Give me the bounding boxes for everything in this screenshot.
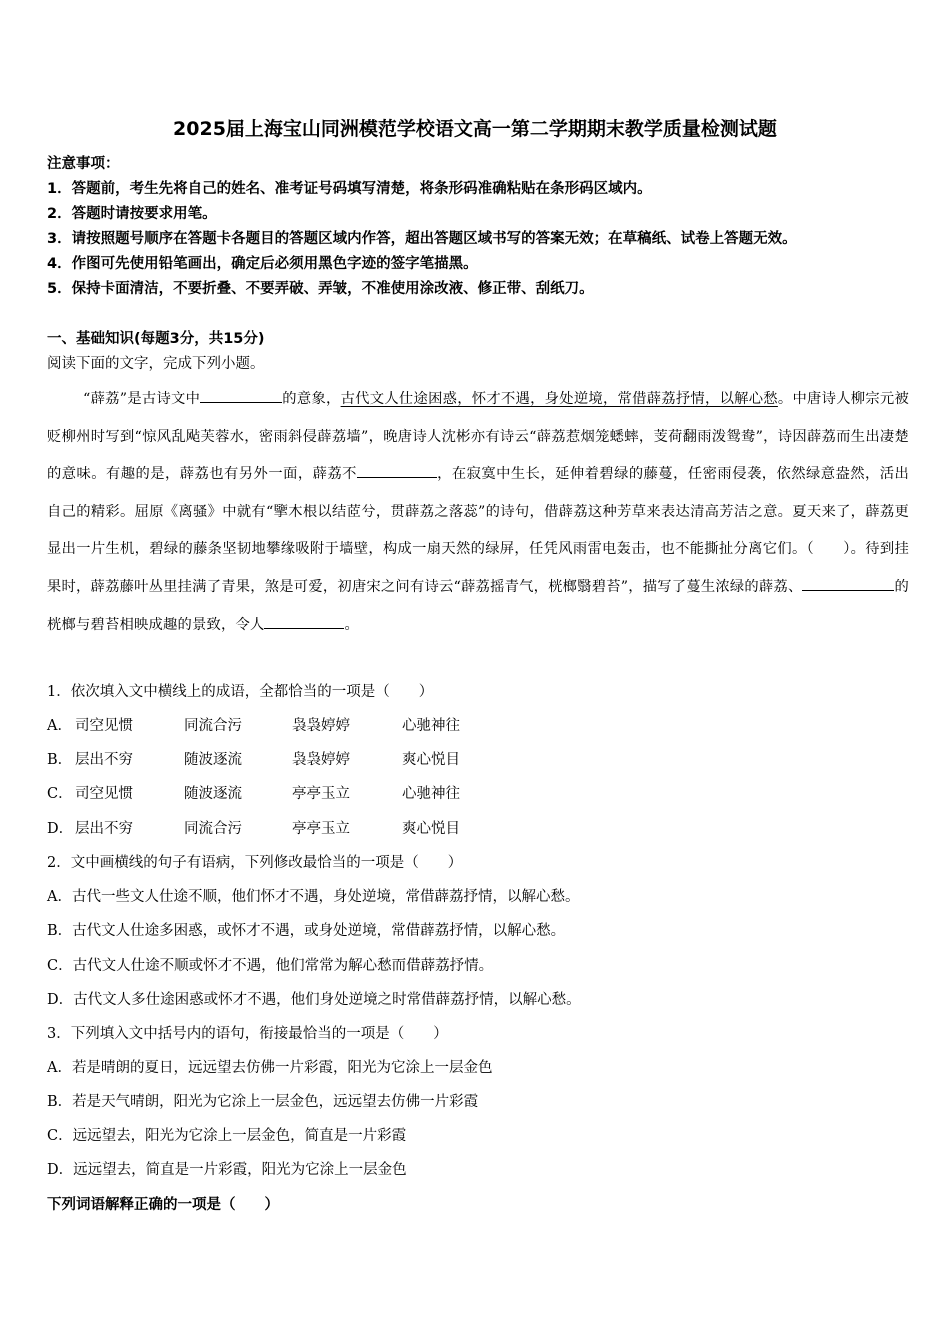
underlined-sentence: 古代文人仕途困惑，怀才不遇，身处逆境，常借薜荔抒情，以解心愁 <box>340 391 778 407</box>
fill-blank <box>200 388 282 403</box>
passage-text: “薜荔”是古诗文中 <box>83 391 201 407</box>
option-item: 随波逐流 <box>184 786 242 802</box>
fill-blank <box>264 614 344 629</box>
page-title: 2025届上海宝山同洲模范学校语文高一第二学期期末教学质量检测试题 <box>173 118 777 140</box>
option-item: 同流合污 <box>184 718 242 734</box>
question-stem: 2．文中画横线的句子有语病，下列修改最恰当的一项是（ ） <box>47 855 463 871</box>
option-letter: C． <box>47 786 73 802</box>
passage-text: 。中唐诗人柳宗元被贬柳州时写到“惊风乱飐芙蓉水，密雨斜侵薜荔墙”，晚唐诗人沈彬亦有诗云“薜荔惹烟笼蟋蟀，芰荷翻雨泼鸳鸯”，诗因薜荔而生出凄楚的意味。有趣的是，薜荔也有另外一面，薜荔不 <box>47 391 909 483</box>
option-letter: D． <box>47 821 74 837</box>
option-item: B．古代文人仕途多困惑，或怀才不遇，或身处逆境，常借薜荔抒情，以解心愁。 <box>47 923 566 939</box>
question-stem: 1．依次填入文中横线上的成语，全都恰当的一项是（ ） <box>47 684 434 700</box>
passage-text: 。 <box>344 616 359 633</box>
option-item: A．若是晴朗的夏日，远远望去仿佛一片彩霞，阳光为它涂上一层金色 <box>47 1060 493 1076</box>
option-item: 袅袅婷婷 <box>292 718 350 734</box>
passage-text: ，在寂寞中生长，延伸着碧绿的藤蔓，任密雨侵袭，依然绿意盎然，活出自己的精彩。屈原《离骚》中就有“擥木根以结茝兮，贯薜荔之落蕊”的诗句，借薜荔这种芳草来表达清高芳洁之意。夏天来了，薜荔更显出一片生机，碧绿的藤条坚韧地攀缘吸附于墙壁，构成一扇天然的绿屏，任凭风雨雷电轰击，也不能撕扯分离它们。（ ）。待到挂果时，薜荔藤叶丛里挂满了青果，煞是可爱，初唐宋之问有诗云“薜荔摇青气，桄榔翳碧苔”，描写了蔓生浓绿的薜荔、 <box>47 466 909 595</box>
section-instruction: 阅读下面的文字，完成下列小题。 <box>47 356 265 372</box>
option-item: 爽心悦目 <box>402 821 460 837</box>
option-item: 心驰神往 <box>402 718 460 734</box>
notice-item: 4．作图可先使用铅笔画出，确定后必须用黑色字迹的签字笔描黑。 <box>47 256 478 272</box>
notice-heading: 注意事项： <box>47 156 120 172</box>
option-item: 层出不穷 <box>75 752 133 768</box>
option-item: B．若是天气晴朗，阳光为它涂上一层金色，远远望去仿佛一片彩霞 <box>47 1094 479 1110</box>
option-item: 爽心悦目 <box>402 752 460 768</box>
option-item: 亭亭玉立 <box>292 786 350 802</box>
option-item: 司空见惯 <box>75 718 133 734</box>
fill-blank <box>357 463 437 478</box>
option-letter: B． <box>47 752 73 768</box>
notice-item: 5．保持卡面清洁，不要折叠、不要弄破、弄皱，不准使用涂改液、修正带、刮纸刀。 <box>47 281 594 297</box>
option-item: 层出不穷 <box>75 821 133 837</box>
option-item: 亭亭玉立 <box>292 821 350 837</box>
option-item: 袅袅婷婷 <box>292 752 350 768</box>
option-item: 同流合污 <box>184 821 242 837</box>
option-item: D．远远望去，简直是一片彩霞，阳光为它涂上一层金色 <box>47 1162 407 1178</box>
question-stem: 3．下列填入文中括号内的语句，衔接最恰当的一项是（ ） <box>47 1026 448 1042</box>
option-item: C．古代文人仕途不顺或怀才不遇，他们常常为解心愁而借薜荔抒情。 <box>47 958 494 974</box>
notice-item: 1．答题前，考生先将自己的姓名、准考证号码填写清楚，将条形码准确粘贴在条形码区域内。 <box>47 181 652 197</box>
option-item: 司空见惯 <box>75 786 133 802</box>
reading-passage <box>47 381 909 644</box>
passage-text: 的桄榔与碧苔相映成趣的景致，令人 <box>47 578 910 633</box>
option-letter: A． <box>47 718 72 734</box>
fill-blank <box>802 576 894 591</box>
notice-item: 2．答题时请按要求用笔。 <box>47 206 217 222</box>
option-item: D．古代文人多仕途困惑或怀才不遇，他们身处逆境之时常借薜荔抒情，以解心愁。 <box>47 992 581 1008</box>
option-item: 心驰神往 <box>402 786 460 802</box>
option-item: 随波逐流 <box>184 752 242 768</box>
option-item: C．远远望去，阳光为它涂上一层金色，简直是一片彩霞 <box>47 1128 407 1144</box>
passage-text: 的意象， <box>282 391 341 407</box>
question-stem: 下列词语解释正确的一项是（ ） <box>47 1197 279 1213</box>
section-heading: 一、基础知识(每题3分，共15分) <box>47 331 265 347</box>
notice-item: 3．请按照题号顺序在答题卡各题目的答题区域内作答，超出答题区域书写的答案无效；在草稿纸、试卷上答题无效。 <box>47 231 797 247</box>
option-item: A．古代一些文人仕途不顺，他们怀才不遇，身处逆境，常借薜荔抒情，以解心愁。 <box>47 889 580 905</box>
